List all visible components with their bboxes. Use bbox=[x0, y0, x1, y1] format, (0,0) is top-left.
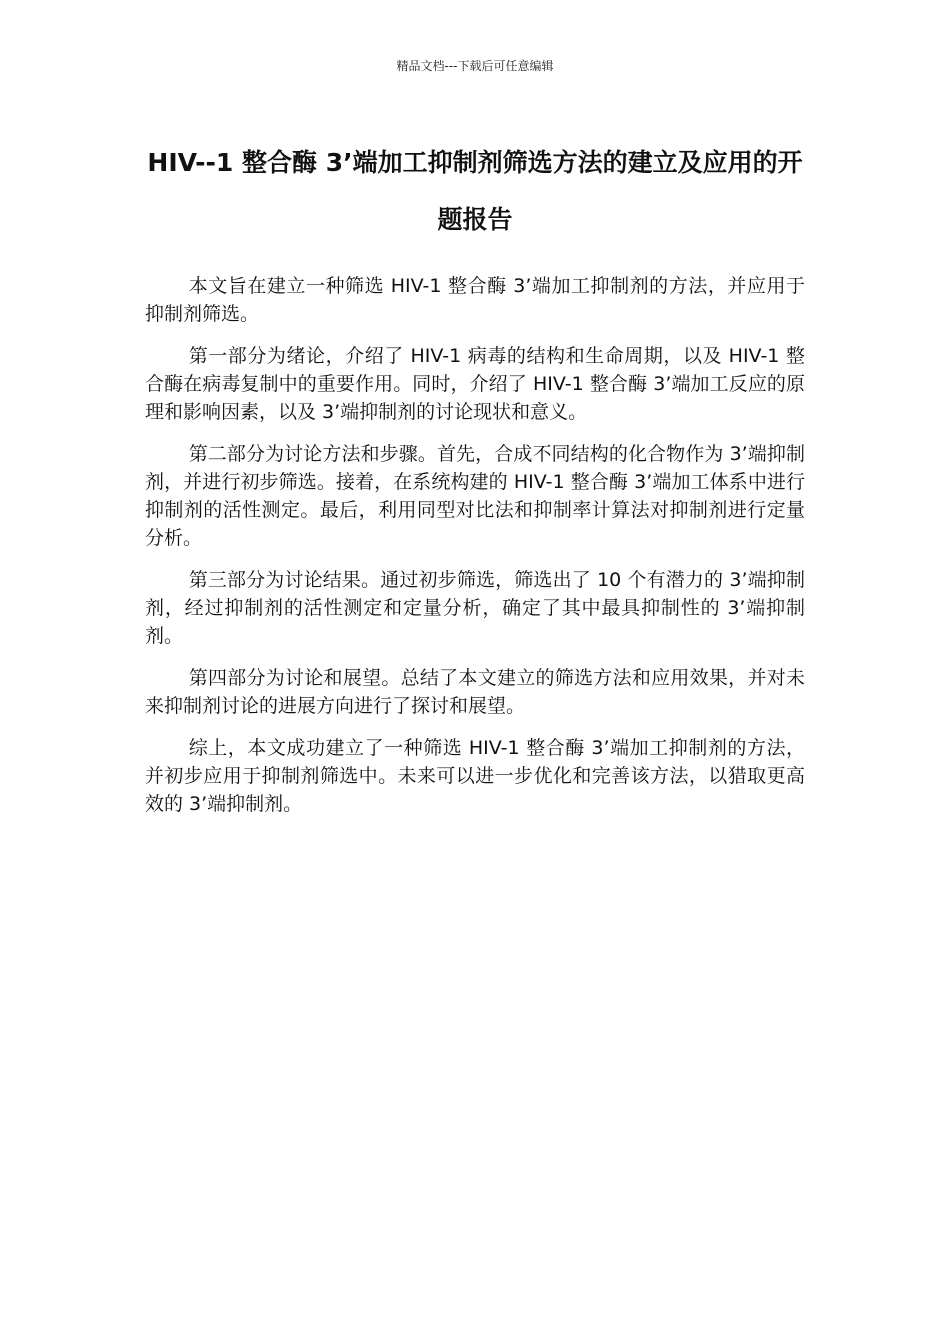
paragraph-part-three: 第三部分为讨论结果。通过初步筛选，筛选出了 10 个有潜力的 3’端抑制剂，经过抑制剂的活性测定和定量分析，确定了其中最具抑制性的 3’端抑制剂。 bbox=[145, 569, 805, 647]
paragraph-part-two: 第二部分为讨论方法和步骤。首先，合成不同结构的化合物作为 3’端抑制剂，并进行初步筛选。接着，在系统构建的 HIV-1 整合酶 3’端加工体系中进行抑制剂的活性测定。最后，利用同型对比法和抑制率计算法对抑制剂进行定量分析。 bbox=[145, 443, 805, 549]
paragraph-part-four: 第四部分为讨论和展望。总结了本文建立的筛选方法和应用效果，并对未来抑制剂讨论的进展方向进行了探讨和展望。 bbox=[145, 667, 805, 717]
document-title: HIV--1 整合酶 3’端加工抑制剂筛选方法的建立及应用的开题报告 bbox=[147, 148, 803, 234]
paragraph-part-one: 第一部分为绪论，介绍了 HIV-1 病毒的结构和生命周期，以及 HIV-1 整合酶在病毒复制中的重要作用。同时，介绍了 HIV-1 整合酶 3’端加工反应的原理和影响因素，以及 3’端抑制剂的讨论现状和意义。 bbox=[145, 345, 805, 423]
paragraph-conclusion: 综上，本文成功建立了一种筛选 HIV-1 整合酶 3’端加工抑制剂的方法，并初步应用于抑制剂筛选中。未来可以进一步优化和完善该方法，以猎取更高效的 3’端抑制剂。 bbox=[145, 737, 805, 815]
header-note: 精品文档---下载后可任意编辑 bbox=[396, 59, 554, 73]
document-body bbox=[145, 272, 805, 832]
paragraph-intro: 本文旨在建立一种筛选 HIV-1 整合酶 3’端加工抑制剂的方法，并应用于抑制剂筛选。 bbox=[145, 275, 805, 325]
